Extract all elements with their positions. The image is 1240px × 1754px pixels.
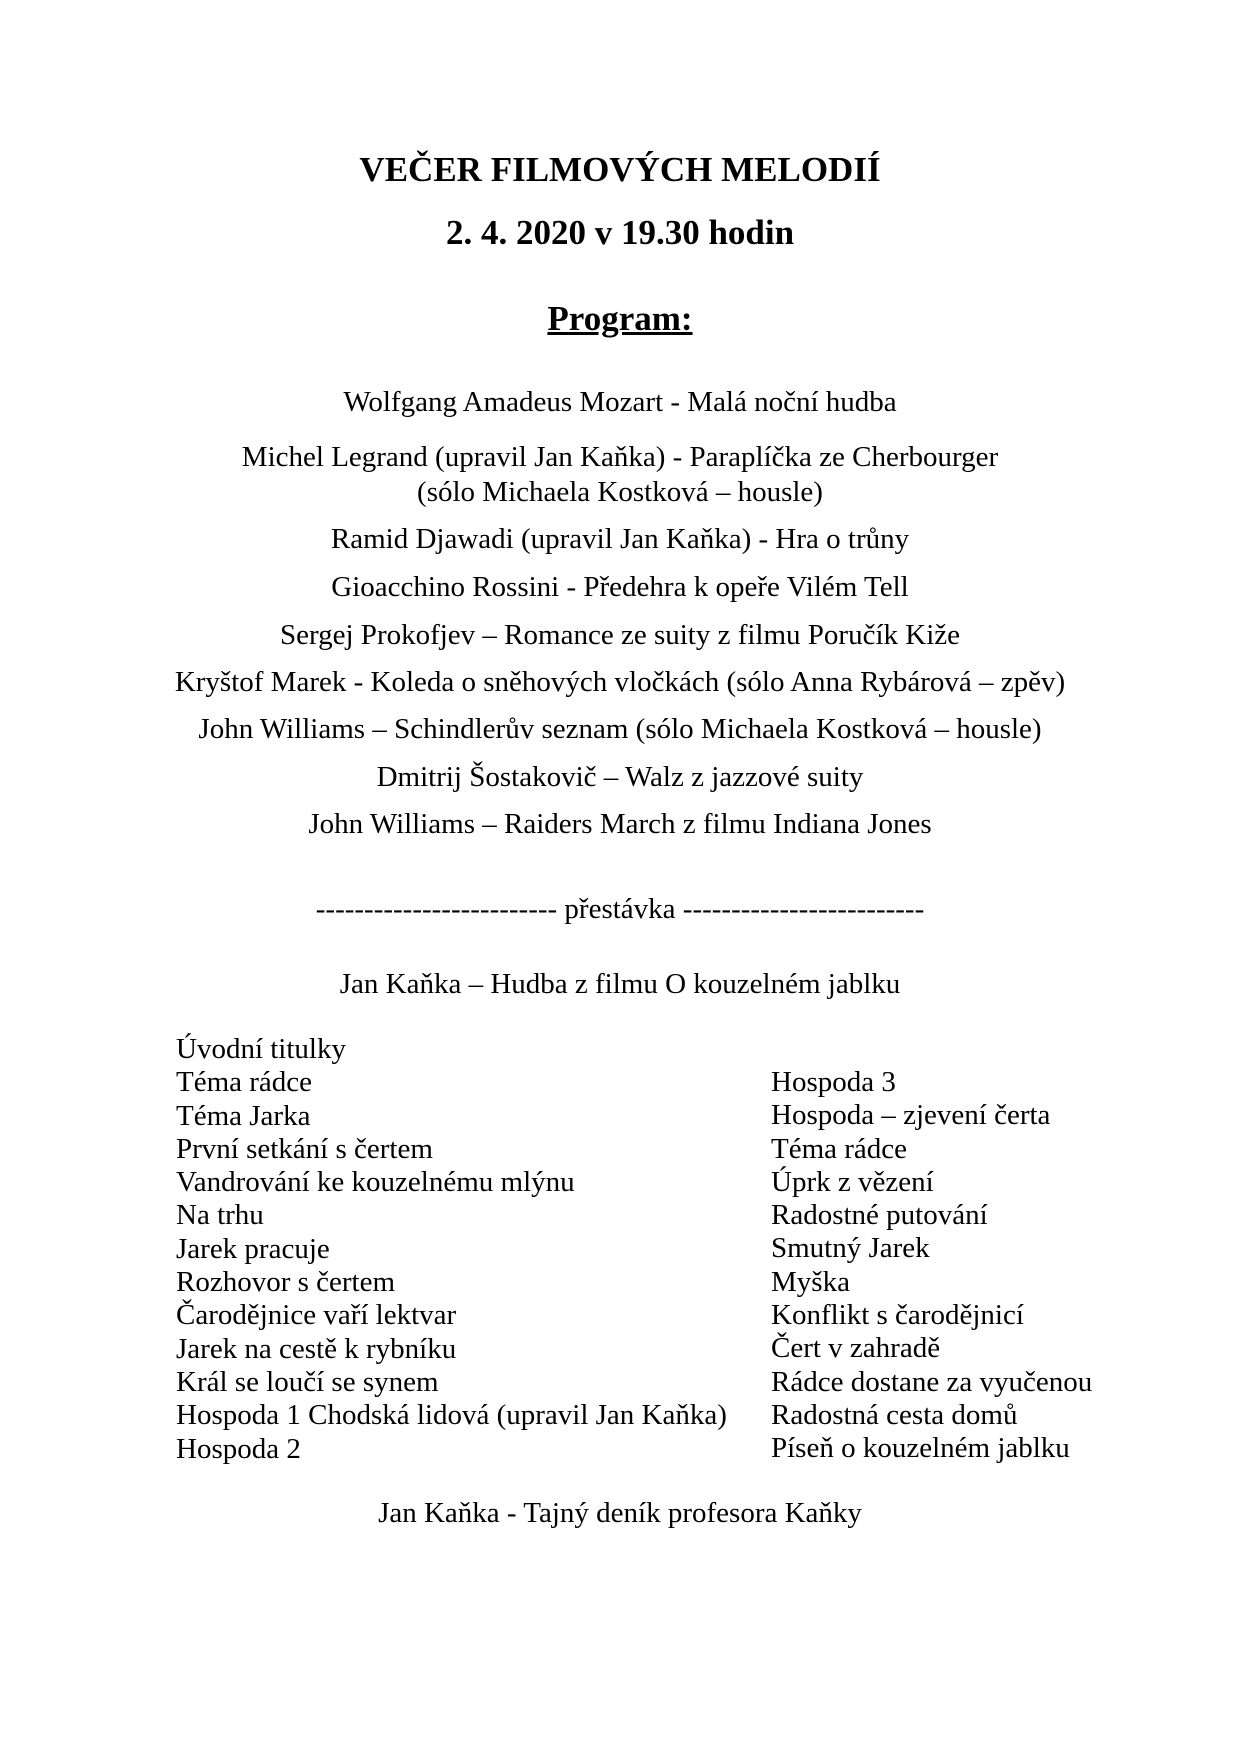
list-item: Téma rádce xyxy=(176,1066,313,1099)
program-heading: Program: xyxy=(547,299,693,338)
closing-piece: Jan Kaňka - Tajný deník profesora Kaňky xyxy=(378,1497,862,1529)
concert-date: 2. 4. 2020 v 19.30 hodin xyxy=(445,213,795,252)
list-item: Hospoda – zjevení čerta xyxy=(771,1099,1051,1132)
list-item: Král se loučí se synem xyxy=(176,1365,439,1398)
list-item: První setkání s čertem xyxy=(176,1132,433,1165)
list-item: Píseň o kouzelném jablku xyxy=(771,1432,1070,1465)
list-item: Úvodní titulky xyxy=(176,1033,346,1065)
program-item: Gioacchino Rossini - Předehra k opeře Vilém Tell xyxy=(331,571,909,603)
program-item: Michel Legrand (upravil Jan Kaňka) - Paraplíčka ze Cherbourger xyxy=(241,441,999,473)
program-item: Kryštof Marek - Koleda o sněhových vločkách (sólo Anna Rybárová – zpěv) xyxy=(174,666,1066,698)
suite-right-column xyxy=(771,1066,1092,1466)
list-item: Myška xyxy=(771,1265,850,1298)
list-item: Rozhovor s čertem xyxy=(176,1266,396,1299)
list-item: Jarek pracuje xyxy=(176,1232,330,1265)
program-item: Sergej Prokofjev – Romance ze suity z filmu Poručík Kiže xyxy=(280,619,960,651)
program-item: Ramid Djawadi (upravil Jan Kaňka) - Hra o trůny xyxy=(330,523,910,555)
list-item: Smutný Jarek xyxy=(771,1232,930,1265)
program-item: John Williams – Schindlerův seznam (sólo Michaela Kostková – housle) xyxy=(198,713,1042,745)
list-item: Konflikt s čarodějnicí xyxy=(771,1299,1024,1332)
list-item: Téma rádce xyxy=(771,1132,908,1165)
list-item: Hospoda 3 xyxy=(771,1066,896,1098)
list-item: Radostná cesta domů xyxy=(771,1398,1018,1431)
list-item: Čarodějnice vaří lektvar xyxy=(176,1299,457,1332)
program-item-note: (sólo Michaela Kostková – housle) xyxy=(417,476,823,508)
suite-left-column xyxy=(176,1033,727,1466)
list-item: Hospoda 1 Chodská lidová (upravil Jan Kaňka) xyxy=(176,1399,727,1432)
concert-title: VEČER FILMOVÝCH MELODIÍ xyxy=(359,150,881,189)
list-item: Úprk z vězení xyxy=(771,1165,934,1198)
list-item: Hospoda 2 xyxy=(176,1432,301,1465)
intermission-divider: ------------------------- přestávka ------------------------- xyxy=(315,893,925,925)
list-item: Čert v zahradě xyxy=(771,1332,941,1365)
program-item: Dmitrij Šostakovič – Walz z jazzové suity xyxy=(376,761,864,793)
list-item: Radostné putování xyxy=(771,1199,988,1232)
list-item: Téma Jarka xyxy=(176,1099,311,1132)
program-item: John Williams – Raiders March z filmu Indiana Jones xyxy=(308,808,932,840)
program-item: Wolfgang Amadeus Mozart - Malá noční hudba xyxy=(343,386,897,418)
list-item: Na trhu xyxy=(176,1199,264,1232)
second-half-title: Jan Kaňka – Hudba z filmu O kouzelném jablku xyxy=(339,968,901,1000)
list-item: Jarek na cestě k rybníku xyxy=(176,1332,457,1365)
list-item: Rádce dostane za vyučenou xyxy=(771,1365,1093,1398)
list-item: Vandrování ke kouzelnému mlýnu xyxy=(176,1166,575,1199)
